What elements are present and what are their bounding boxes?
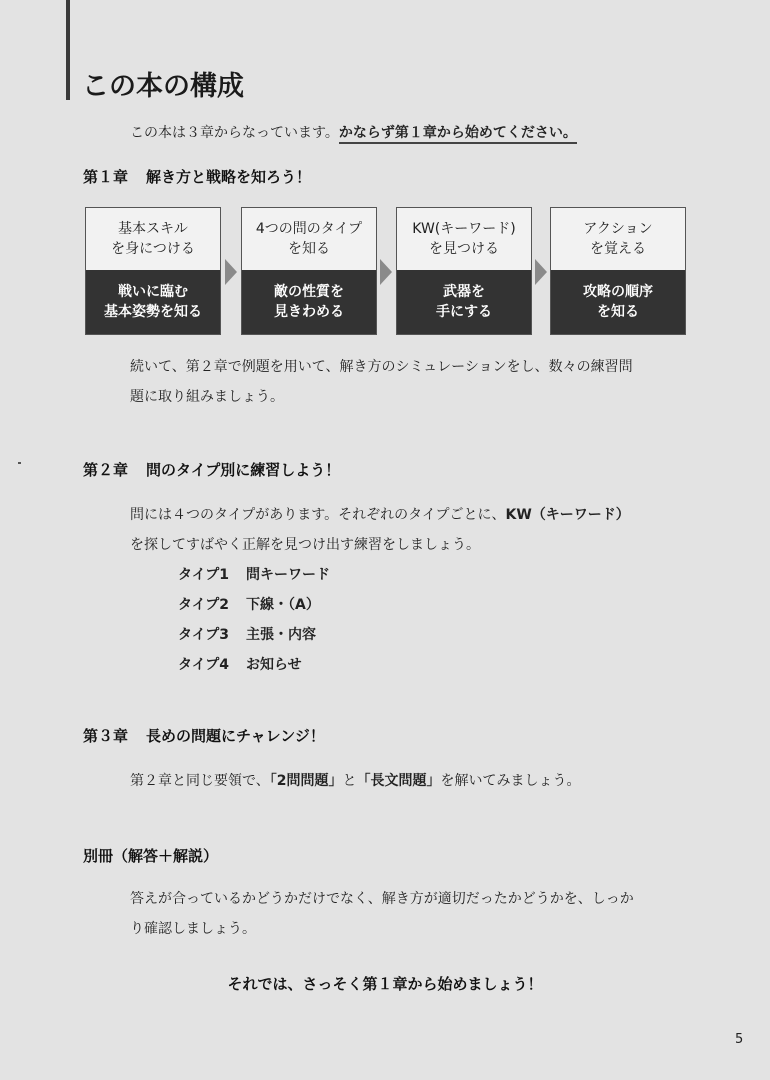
chapter1-label: 第１章: [83, 168, 129, 186]
chapter1-title: 解き方と戦略を知ろう！: [146, 168, 312, 186]
list-item: [178, 560, 330, 590]
intro-emphasis: かならず第１章から始めてください。: [339, 125, 577, 144]
page-number: 5: [735, 1032, 744, 1047]
step-2-title: 4つの問のタイプ を知る: [255, 221, 363, 257]
chapter1-followup: [130, 352, 633, 412]
step-2-detail: 敵の性質を 見きわめる: [242, 270, 376, 334]
chapter2-label: 第２章: [83, 461, 129, 479]
chapter3-description: [130, 766, 580, 796]
margin-mark: [18, 462, 21, 464]
step-3-detail: 武器を 手にする: [397, 270, 531, 334]
chapter1-followup-line1: 続いて、第２章で例題を用いて、解き方のシミュレーションをし、数々の練習問: [130, 359, 633, 375]
step-arrow-icon: [535, 259, 547, 285]
type-number: タイプ2: [178, 597, 230, 613]
type-number: タイプ3: [178, 627, 230, 643]
type-name: 下線・（A）: [246, 597, 320, 613]
step-card-4: [550, 207, 686, 335]
chapter2-heading: [83, 459, 340, 480]
list-item: [178, 590, 330, 620]
intro-text: [130, 122, 577, 142]
step-card-2: [241, 207, 377, 335]
step-arrow-icon: [380, 259, 392, 285]
appendix-line1: 答えが合っているかどうかだけでなく、解き方が適切だったかどうかを、しっか: [130, 891, 634, 907]
type-name: 問キーワード: [246, 567, 330, 583]
chapter3-text-e: を解いてみましょう。: [440, 773, 581, 789]
appendix-heading: [83, 845, 218, 866]
chapter2-keyword: KW（キーワード）: [505, 507, 630, 523]
chapter3-heading: [83, 725, 325, 746]
intro-plain: この本は３章からなっています。: [130, 125, 339, 141]
appendix-line2: り確認しましょう。: [130, 921, 256, 937]
appendix-label: 別冊（解答＋解説）: [83, 847, 219, 865]
type-name: 主張・内容: [246, 627, 316, 643]
chapter3-two-question: 「2問問題」: [269, 773, 343, 789]
chapter2-title: 問のタイプ別に練習しよう！: [146, 461, 341, 479]
step-4-detail: 攻略の順序 を知る: [551, 270, 685, 334]
chapter1-heading: [83, 166, 311, 187]
chapter2-line2: を探してすばやく正解を見つけ出す練習をしましょう。: [130, 537, 480, 553]
step-card-1: [85, 207, 221, 335]
chapter1-steps-diagram: [85, 207, 685, 335]
question-type-list: [178, 560, 330, 680]
chapter2-line1-text: 問には４つのタイプがあります。それぞれのタイプごとに、: [130, 507, 506, 523]
chapter3-label: 第３章: [83, 727, 129, 745]
step-arrow-icon: [225, 259, 237, 285]
chapter3-text-a: 第２章と同じ要領で、: [130, 773, 270, 789]
chapter1-followup-line2: 題に取り組みましょう。: [130, 389, 284, 405]
list-item: [178, 620, 330, 650]
chapter3-long-passage: 「長文問題」: [356, 773, 441, 789]
type-number: タイプ4: [178, 657, 230, 673]
list-item: [178, 650, 330, 680]
chapter2-line1: [130, 500, 630, 530]
chapter2-description: [130, 500, 630, 560]
closing-message: それでは、さっそく第１章から始めましょう！: [227, 975, 543, 993]
chapter3-text-c: と: [342, 773, 357, 789]
step-card-3: [396, 207, 532, 335]
type-name: お知らせ: [246, 657, 302, 673]
step-3-title: KW(キーワード) を見つける: [412, 221, 516, 257]
appendix-description: [130, 884, 634, 944]
page-title: この本の構成: [82, 71, 244, 102]
step-1-detail: 戦いに臨む 基本姿勢を知る: [86, 270, 220, 334]
chapter3-title: 長めの問題にチャレンジ！: [146, 727, 325, 745]
step-4-title: アクション を覚える: [583, 221, 653, 257]
title-accent-bar: [66, 0, 70, 100]
type-number: タイプ1: [178, 567, 230, 583]
step-1-title: 基本スキル を身につける: [111, 221, 195, 257]
